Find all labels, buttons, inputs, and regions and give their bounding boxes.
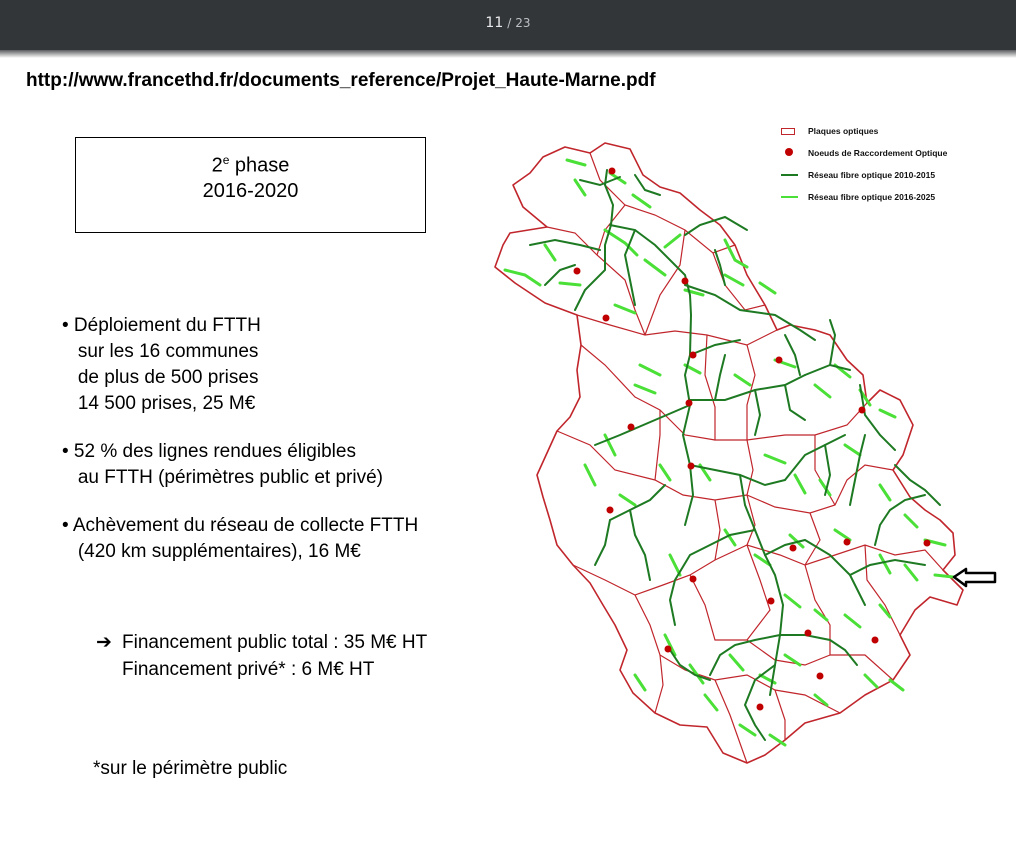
phase-box	[75, 137, 426, 233]
bullet-list	[62, 313, 418, 587]
legend-label-noeuds: Noeuds de Raccordement Optique	[808, 148, 948, 158]
arrow-right-icon: ➔	[96, 632, 112, 653]
legend-label-reseau-2010: Réseau fibre optique 2010-2015	[808, 170, 936, 180]
bullet-ftth-deployment: • Déploiement du FTTH sur les 16 communes de plus de 500 prises 14 500 prises, 25 M€	[62, 315, 261, 414]
phase-ordinal: e	[222, 153, 230, 167]
legend-label-reseau-2016: Réseau fibre optique 2016-2025	[808, 192, 936, 202]
phase-title	[76, 148, 425, 178]
current-page-number[interactable]: 11	[485, 15, 504, 31]
fiber-2010-2015	[530, 170, 940, 740]
financing-private: Financement privé* : 6 M€ HT	[122, 659, 375, 680]
department-outline	[495, 143, 963, 763]
phase-years: 2016-2020	[202, 179, 299, 202]
financing-public: Financement public total : 35 M€ HT	[122, 632, 428, 653]
fiber-2016-2025	[505, 160, 953, 745]
haute-marne-map	[485, 135, 1005, 775]
financing-public-row	[96, 629, 427, 656]
page-counter	[0, 15, 1016, 31]
bullet-collection-network: • Achèvement du réseau de collecte FTTH (420 km supplémentaires), 16 M€	[62, 515, 419, 562]
toolbar-shadow	[0, 50, 1016, 58]
bullet-eligible-lines: • 52 % des lignes rendues éligibles au FTTH (périmètres public et privé)	[62, 441, 383, 488]
internal-borders	[547, 153, 943, 763]
source-url: http://www.francethd.fr/documents_reference/Projet_Haute-Marne.pdf	[26, 70, 656, 91]
phase-word: phase	[229, 154, 290, 177]
rectangle-icon	[781, 128, 795, 135]
financing-private-row	[96, 656, 427, 683]
page-separator: /	[507, 16, 512, 30]
footnote: *sur le périmètre public	[93, 758, 288, 779]
pdf-viewer-toolbar	[0, 0, 1016, 50]
financing-block	[96, 629, 427, 683]
legend-label-plaques: Plaques optiques	[808, 126, 879, 136]
arrow-left-icon	[954, 569, 995, 586]
phase-number: 2	[211, 154, 223, 177]
total-pages: 23	[515, 16, 531, 30]
